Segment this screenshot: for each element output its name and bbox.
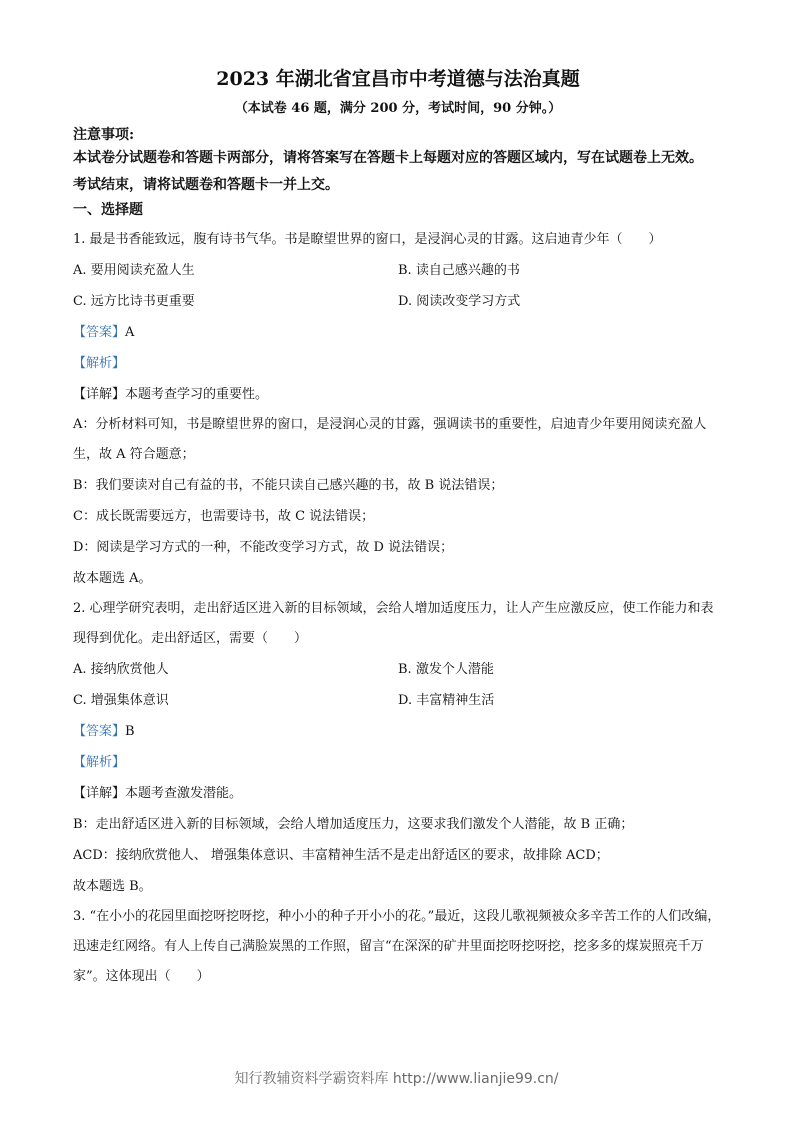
analysis-tag: 【解析】 — [73, 356, 126, 371]
question-2-option-a: A. 接纳欣赏他人 — [73, 662, 169, 677]
question-1-analysis — [73, 348, 723, 379]
section-heading: 一、选择题 — [73, 202, 143, 218]
notice-heading: 注意事项: — [73, 127, 135, 143]
answer-tag: 【答案】 — [73, 325, 126, 340]
exam-page — [73, 62, 723, 992]
question-2-analysis — [73, 747, 723, 778]
question-2-detail: 【详解】本题考查激发潜能。 — [73, 786, 243, 801]
question-1-option-d: D. 阅读改变学习方式 — [398, 294, 521, 309]
question-1-explanation-c: C：成长既需要远方，也需要诗书，故 C 说法错误； — [73, 509, 375, 524]
question-1-answer — [73, 317, 723, 348]
question-2-conclusion: 故本题选 B。 — [73, 879, 152, 894]
answer-value: B — [125, 724, 135, 739]
notice-line-1: 本试卷分试题卷和答题卡两部分，请将答案写在答题卡上每题对应的答题区域内，写在试题卷上无效。 — [73, 150, 703, 166]
footer-watermark: 知行教辅资料学霸资料库 http://www.lianjie99.cn/ — [234, 1071, 559, 1087]
analysis-tag: 【解析】 — [73, 755, 126, 770]
question-1-option-b: B. 读自己感兴趣的书 — [398, 263, 520, 278]
question-2-answer — [73, 716, 723, 747]
question-2-option-c: C. 增强集体意识 — [73, 693, 169, 708]
question-1-option-c: C. 远方比诗书更重要 — [73, 294, 195, 309]
answer-tag: 【答案】 — [73, 724, 126, 739]
question-1-detail: 【详解】本题考查学习的重要性。 — [73, 387, 269, 402]
notice-line-2: 考试结束，请将试题卷和答题卡一并上交。 — [73, 177, 339, 193]
question-1-options-row-1 — [73, 255, 723, 286]
question-2-explanation-b: B：走出舒适区进入新的目标领域，会给人增加适度压力，这要求我们激发个人潜能，故 B 正确； — [73, 817, 634, 832]
question-2-options-row-2 — [73, 685, 723, 716]
question-2-stem: 2. 心理学研究表明，走出舒适区进入新的目标领域，会给人增加适度压力，让人产生应激反应，使工作能力和表现得到优化。走出舒适区，需要（ ） — [73, 601, 714, 646]
question-3-stem: 3. “在小小的花园里面挖呀挖呀挖，种小小的种子开小小的花。”最近，这段儿歌视频被众多辛苦工作的人们改编，迅速走红网络。有人上传自己满脸炭黑的工作照，留言“在深深的矿井里面挖呀挖呀挖，挖多多的煤炭照亮千万家”。这体现出（ ） — [73, 909, 721, 984]
question-1-explanation-a: A：分析材料可知，书是瞭望世界的窗口，是浸润心灵的甘露，强调读书的重要性，启迪青少年要用阅读充盈人生，故 A 符合题意； — [73, 417, 707, 462]
question-1-explanation-b: B：我们要读对自己有益的书，不能只读自己感兴趣的书，故 B 说法错误； — [73, 478, 504, 493]
question-2-option-b: B. 激发个人潜能 — [398, 662, 494, 677]
question-1-conclusion: 故本题选 A。 — [73, 571, 152, 586]
question-2-option-d: D. 丰富精神生活 — [398, 693, 495, 708]
exam-subtitle: （本试卷 46 题，满分 200 分，考试时间，90 分钟。） — [234, 101, 562, 116]
question-1-options-row-2 — [73, 286, 723, 317]
question-2-options-row-1 — [73, 654, 723, 685]
question-1-stem: 1. 最是书香能致远，腹有诗书气华。书是瞭望世界的窗口，是浸润心灵的甘露。这启迪青少年（ ） — [73, 232, 662, 247]
question-1-option-a: A. 要用阅读充盈人生 — [73, 263, 195, 278]
question-1-explanation-d: D：阅读是学习方式的一种，不能改变学习方式，故 D 说法错误； — [73, 540, 454, 555]
question-2-explanation-acd: ACD：接纳欣赏他人、 增强集体意识、丰富精神生活不是走出舒适区的要求，故排除 ACD； — [73, 848, 609, 863]
answer-value: A — [125, 325, 135, 340]
exam-title: 2023 年湖北省宜昌市中考道德与法治真题 — [216, 68, 580, 90]
